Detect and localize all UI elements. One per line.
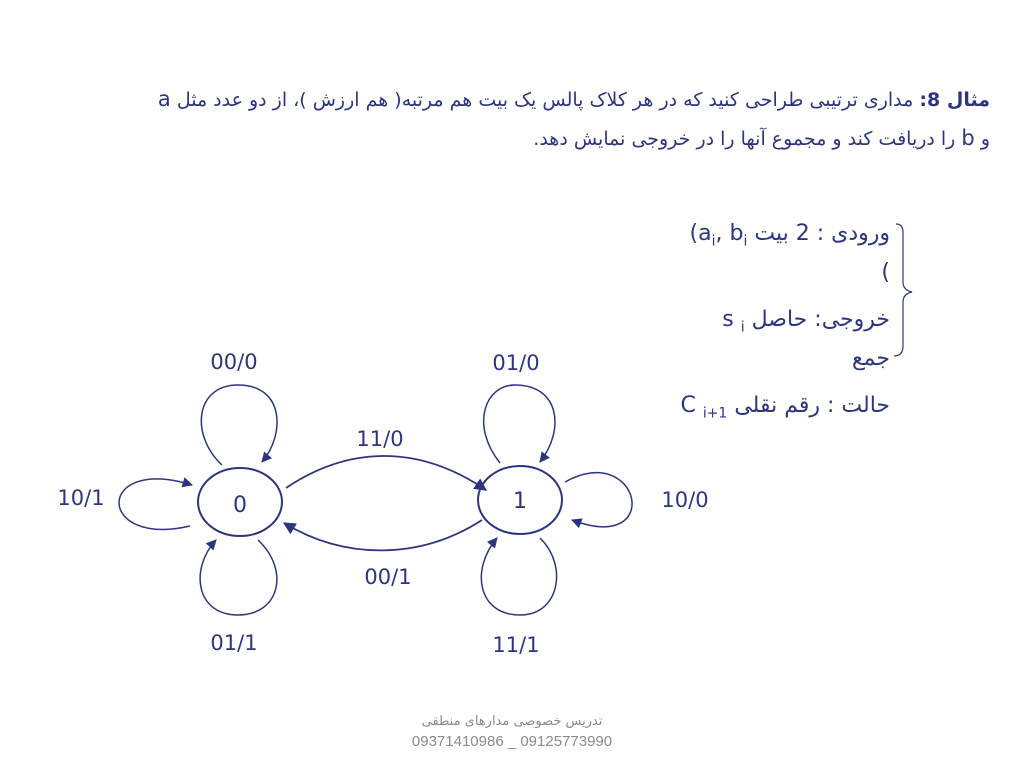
output-sub: i bbox=[740, 319, 745, 336]
variable-a: a bbox=[157, 87, 171, 111]
variable-b: b bbox=[961, 126, 975, 150]
state-label: حالت : رقم نقلی bbox=[734, 393, 890, 418]
input-close-paren: ) bbox=[881, 260, 890, 286]
label-1-1-right: 10/0 bbox=[661, 488, 709, 512]
transition-0-0-left bbox=[119, 479, 192, 529]
footer-line-1: تدریس خصوصی مدارهای منطقی bbox=[421, 714, 603, 729]
output-label-2: جمع bbox=[851, 346, 890, 372]
transition-1-1-right bbox=[565, 473, 632, 527]
label-1-0: 00/1 bbox=[364, 565, 412, 589]
transition-0-0-bottom bbox=[200, 540, 277, 615]
input-label: ورودی : 2 بیت bbox=[754, 221, 890, 246]
label-1-1-top: 01/0 bbox=[492, 351, 540, 375]
footer-line-2: 09371410986 _ 09125773990 bbox=[411, 733, 613, 750]
footer bbox=[362, 712, 662, 752]
input-sub-a: i bbox=[711, 233, 716, 250]
label-0-0-bottom: 01/1 bbox=[210, 631, 258, 655]
problem-text-2b: را دریافت کند و مجموع آنها را در خروجی نمایش دهد. bbox=[533, 128, 956, 150]
state-0-label: 0 bbox=[233, 493, 247, 518]
input-sub-b: i bbox=[743, 233, 748, 250]
state-1-label: 1 bbox=[513, 489, 527, 514]
problem-title: مثال 8: bbox=[919, 89, 990, 111]
label-0-0-left: 10/1 bbox=[57, 486, 105, 510]
input-var-b: , b bbox=[715, 221, 744, 246]
input-var-a: (a bbox=[689, 221, 712, 246]
output-var-s: s bbox=[722, 307, 734, 332]
problem-text-1: مداری ترتیبی طراحی کنید که در هر کلاک پالس یک بیت هم مرتبه( هم ارزش )، از دو عدد مثل bbox=[176, 89, 914, 111]
transition-1-0 bbox=[284, 520, 482, 550]
output-label: خروجی: حاصل bbox=[751, 307, 890, 332]
label-0-0-top: 00/0 bbox=[210, 350, 258, 374]
transition-0-1 bbox=[286, 456, 486, 490]
transition-0-0-top bbox=[201, 385, 277, 465]
problem-text-2a: و bbox=[980, 128, 990, 150]
transition-1-1-bottom bbox=[481, 538, 556, 615]
transition-1-1-top bbox=[484, 385, 555, 463]
label-1-1-bottom: 11/1 bbox=[492, 633, 540, 657]
state-sub: i+1 bbox=[702, 405, 728, 422]
label-0-1: 11/0 bbox=[356, 427, 404, 451]
state-var-c: C bbox=[680, 393, 696, 418]
